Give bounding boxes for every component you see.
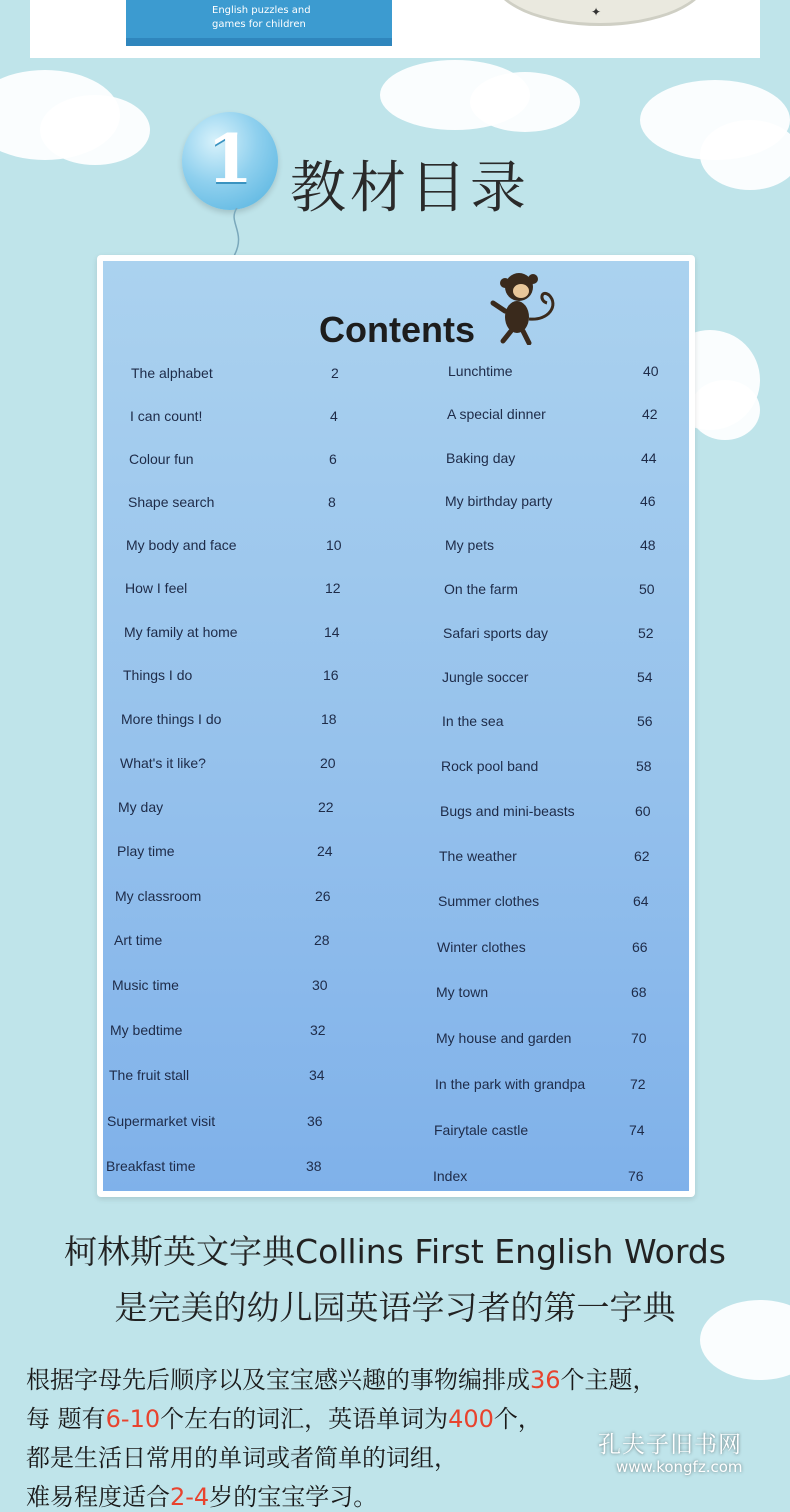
cloud-decoration — [700, 120, 790, 190]
toc-page: 10 — [326, 537, 342, 553]
toc-page: 46 — [640, 493, 656, 509]
toc-page: 6 — [329, 451, 337, 467]
book-subtitle-line2: games for children — [212, 19, 306, 30]
toc-item — [125, 576, 355, 600]
toc-title: Summer clothes — [438, 893, 540, 909]
toc-page: 58 — [636, 758, 652, 774]
toc-item — [115, 884, 345, 908]
toc-page: 16 — [323, 667, 339, 683]
toc-item — [448, 359, 673, 383]
body-line4 — [26, 1477, 377, 1512]
body-line2 — [26, 1399, 542, 1434]
toc-title: Rock pool band — [441, 758, 539, 774]
cd-disc — [492, 0, 708, 26]
toc-item — [114, 928, 344, 952]
toc-item — [445, 489, 670, 513]
body-line3: 都是生活日常用的单词或者简单的词组， — [26, 1444, 458, 1472]
toc-item — [126, 533, 356, 557]
toc-item — [131, 361, 361, 385]
toc-title: My town — [436, 984, 489, 1000]
toc-title: The weather — [439, 848, 517, 864]
body-text: 个， — [493, 1405, 542, 1433]
body-text: 每 题有 — [26, 1405, 106, 1433]
toc-item — [433, 1164, 658, 1188]
toc-title: Colour fun — [129, 451, 194, 467]
toc-item — [117, 839, 347, 863]
toc-title: What's it like? — [120, 755, 206, 771]
toc-title: Shape search — [128, 494, 215, 510]
toc-page: 40 — [643, 363, 659, 379]
toc-page: 36 — [307, 1113, 323, 1129]
toc-page: 48 — [640, 537, 656, 553]
toc-title: Fairytale castle — [434, 1122, 529, 1138]
toc-title: My pets — [445, 537, 495, 553]
toc-item — [442, 665, 667, 689]
toc-title: Art time — [114, 932, 163, 948]
toc-title: My birthday party — [445, 493, 553, 509]
watermark-name: 孔夫子旧书网 — [598, 1432, 742, 1458]
toc-item — [112, 973, 342, 997]
toc-title: My classroom — [115, 888, 202, 904]
toc-page: 44 — [641, 450, 657, 466]
toc-title: Supermarket visit — [107, 1113, 216, 1129]
body-text: 岁的宝宝学习。 — [209, 1483, 378, 1511]
toc-item — [130, 404, 360, 428]
toc-title: My day — [118, 799, 164, 815]
body-text: 难易程度适合 — [26, 1483, 170, 1511]
caption-line1: 柯林斯英文字典Collins First English Words — [64, 1232, 726, 1271]
toc-title: Music time — [112, 977, 179, 993]
cloud-decoration — [690, 380, 760, 440]
toc-title: Safari sports day — [443, 625, 549, 641]
toc-page: 8 — [328, 494, 336, 510]
toc-item — [440, 799, 665, 823]
toc-page: 54 — [637, 669, 653, 685]
toc-page: 42 — [642, 406, 658, 422]
contents-page — [103, 261, 689, 1191]
toc-page: 38 — [306, 1158, 322, 1174]
balloon-string — [222, 208, 252, 258]
toc-title: Bugs and mini-beasts — [440, 803, 575, 819]
toc-title: Jungle soccer — [442, 669, 529, 685]
toc-item — [447, 402, 672, 426]
number-balloon — [182, 112, 278, 210]
caption-line2: 是完美的幼儿园英语学习者的第一字典 — [114, 1288, 676, 1327]
toc-item — [109, 1063, 339, 1087]
highlight-number: 2-4 — [170, 1483, 210, 1511]
toc-page: 56 — [637, 713, 653, 729]
toc-page: 52 — [638, 625, 654, 641]
monkey-illustration — [479, 265, 569, 345]
toc-item — [106, 1154, 336, 1178]
toc-title: How I feel — [125, 580, 188, 596]
toc-item — [444, 577, 669, 601]
toc-page: 70 — [631, 1030, 647, 1046]
highlight-number: 400 — [448, 1405, 494, 1433]
toc-title: More things I do — [121, 711, 222, 727]
toc-title: Index — [433, 1168, 468, 1184]
toc-item — [120, 751, 350, 775]
toc-page: 32 — [310, 1022, 326, 1038]
book-cover — [126, 0, 392, 46]
toc-title: Lunchtime — [448, 363, 513, 379]
contents-page-frame — [97, 255, 695, 1197]
toc-item — [129, 447, 359, 471]
toc-page: 72 — [630, 1076, 646, 1092]
toc-page: 2 — [331, 365, 339, 381]
toc-page: 34 — [309, 1067, 325, 1083]
toc-page: 20 — [320, 755, 336, 771]
toc-title: My family at home — [124, 624, 238, 640]
toc-item — [443, 621, 668, 645]
book-subtitle-line1: English puzzles and — [212, 5, 311, 16]
toc-page: 4 — [330, 408, 338, 424]
toc-item — [118, 795, 348, 819]
toc-title: My body and face — [126, 537, 237, 553]
toc-item — [121, 707, 351, 731]
toc-title: My house and garden — [436, 1030, 572, 1046]
toc-page: 62 — [634, 848, 650, 864]
toc-item — [124, 620, 354, 644]
top-banner — [30, 0, 760, 58]
body-text: 个左右的词汇，英语单词为 — [160, 1405, 449, 1433]
toc-page: 60 — [635, 803, 651, 819]
toc-title: In the park with grandpa — [435, 1076, 586, 1092]
toc-page: 18 — [321, 711, 337, 727]
toc-page: 24 — [317, 843, 333, 859]
toc-title: The fruit stall — [109, 1067, 190, 1083]
toc-item — [436, 1026, 661, 1050]
body-text: 根据字母先后顺序以及宝宝感兴趣的事物编排成 — [26, 1366, 530, 1394]
toc-title: In the sea — [442, 713, 504, 729]
toc-title: Winter clothes — [437, 939, 526, 955]
toc-page: 30 — [312, 977, 328, 993]
toc-item — [442, 709, 667, 733]
section-title: 教材目录 — [290, 156, 530, 221]
toc-title: Play time — [117, 843, 175, 859]
toc-item — [441, 754, 666, 778]
body-text: 个主题， — [560, 1366, 657, 1394]
body-line1 — [26, 1360, 657, 1395]
toc-item — [123, 663, 353, 687]
cloud-decoration — [470, 72, 580, 132]
toc-title: I can count! — [130, 408, 203, 424]
toc-page: 22 — [318, 799, 334, 815]
toc-page: 64 — [633, 893, 649, 909]
cloud-decoration — [40, 95, 150, 165]
toc-page: 50 — [639, 581, 655, 597]
toc-title: Baking day — [446, 450, 516, 466]
toc-page: 28 — [314, 932, 330, 948]
toc-page: 26 — [315, 888, 331, 904]
toc-title: The alphabet — [131, 365, 213, 381]
toc-item — [436, 980, 661, 1004]
toc-page: 14 — [324, 624, 340, 640]
toc-item — [107, 1109, 337, 1133]
toc-page: 74 — [629, 1122, 645, 1138]
toc-item — [128, 490, 358, 514]
contents-heading: Contents — [319, 309, 475, 350]
highlight-number: 6-10 — [105, 1405, 161, 1433]
toc-item — [446, 446, 671, 470]
highlight-number: 36 — [530, 1366, 561, 1394]
toc-item — [438, 889, 663, 913]
toc-item — [110, 1018, 340, 1042]
toc-item — [435, 1072, 660, 1096]
monkey-icon: ✦ — [591, 5, 602, 19]
section-number: 1 — [207, 120, 253, 198]
toc-title: My bedtime — [110, 1022, 183, 1038]
toc-title: A special dinner — [447, 406, 546, 422]
toc-page: 68 — [631, 984, 647, 1000]
toc-title: Breakfast time — [106, 1158, 196, 1174]
toc-item — [434, 1118, 659, 1142]
toc-page: 66 — [632, 939, 648, 955]
toc-page: 12 — [325, 580, 341, 596]
watermark-url: www.kongfz.com — [616, 1458, 743, 1476]
toc-title: Things I do — [123, 667, 193, 683]
toc-page: 76 — [628, 1168, 644, 1184]
toc-item — [437, 935, 662, 959]
cover-wave — [126, 38, 392, 46]
toc-item — [439, 844, 664, 868]
toc-item — [445, 533, 670, 557]
toc-title: On the farm — [444, 581, 518, 597]
